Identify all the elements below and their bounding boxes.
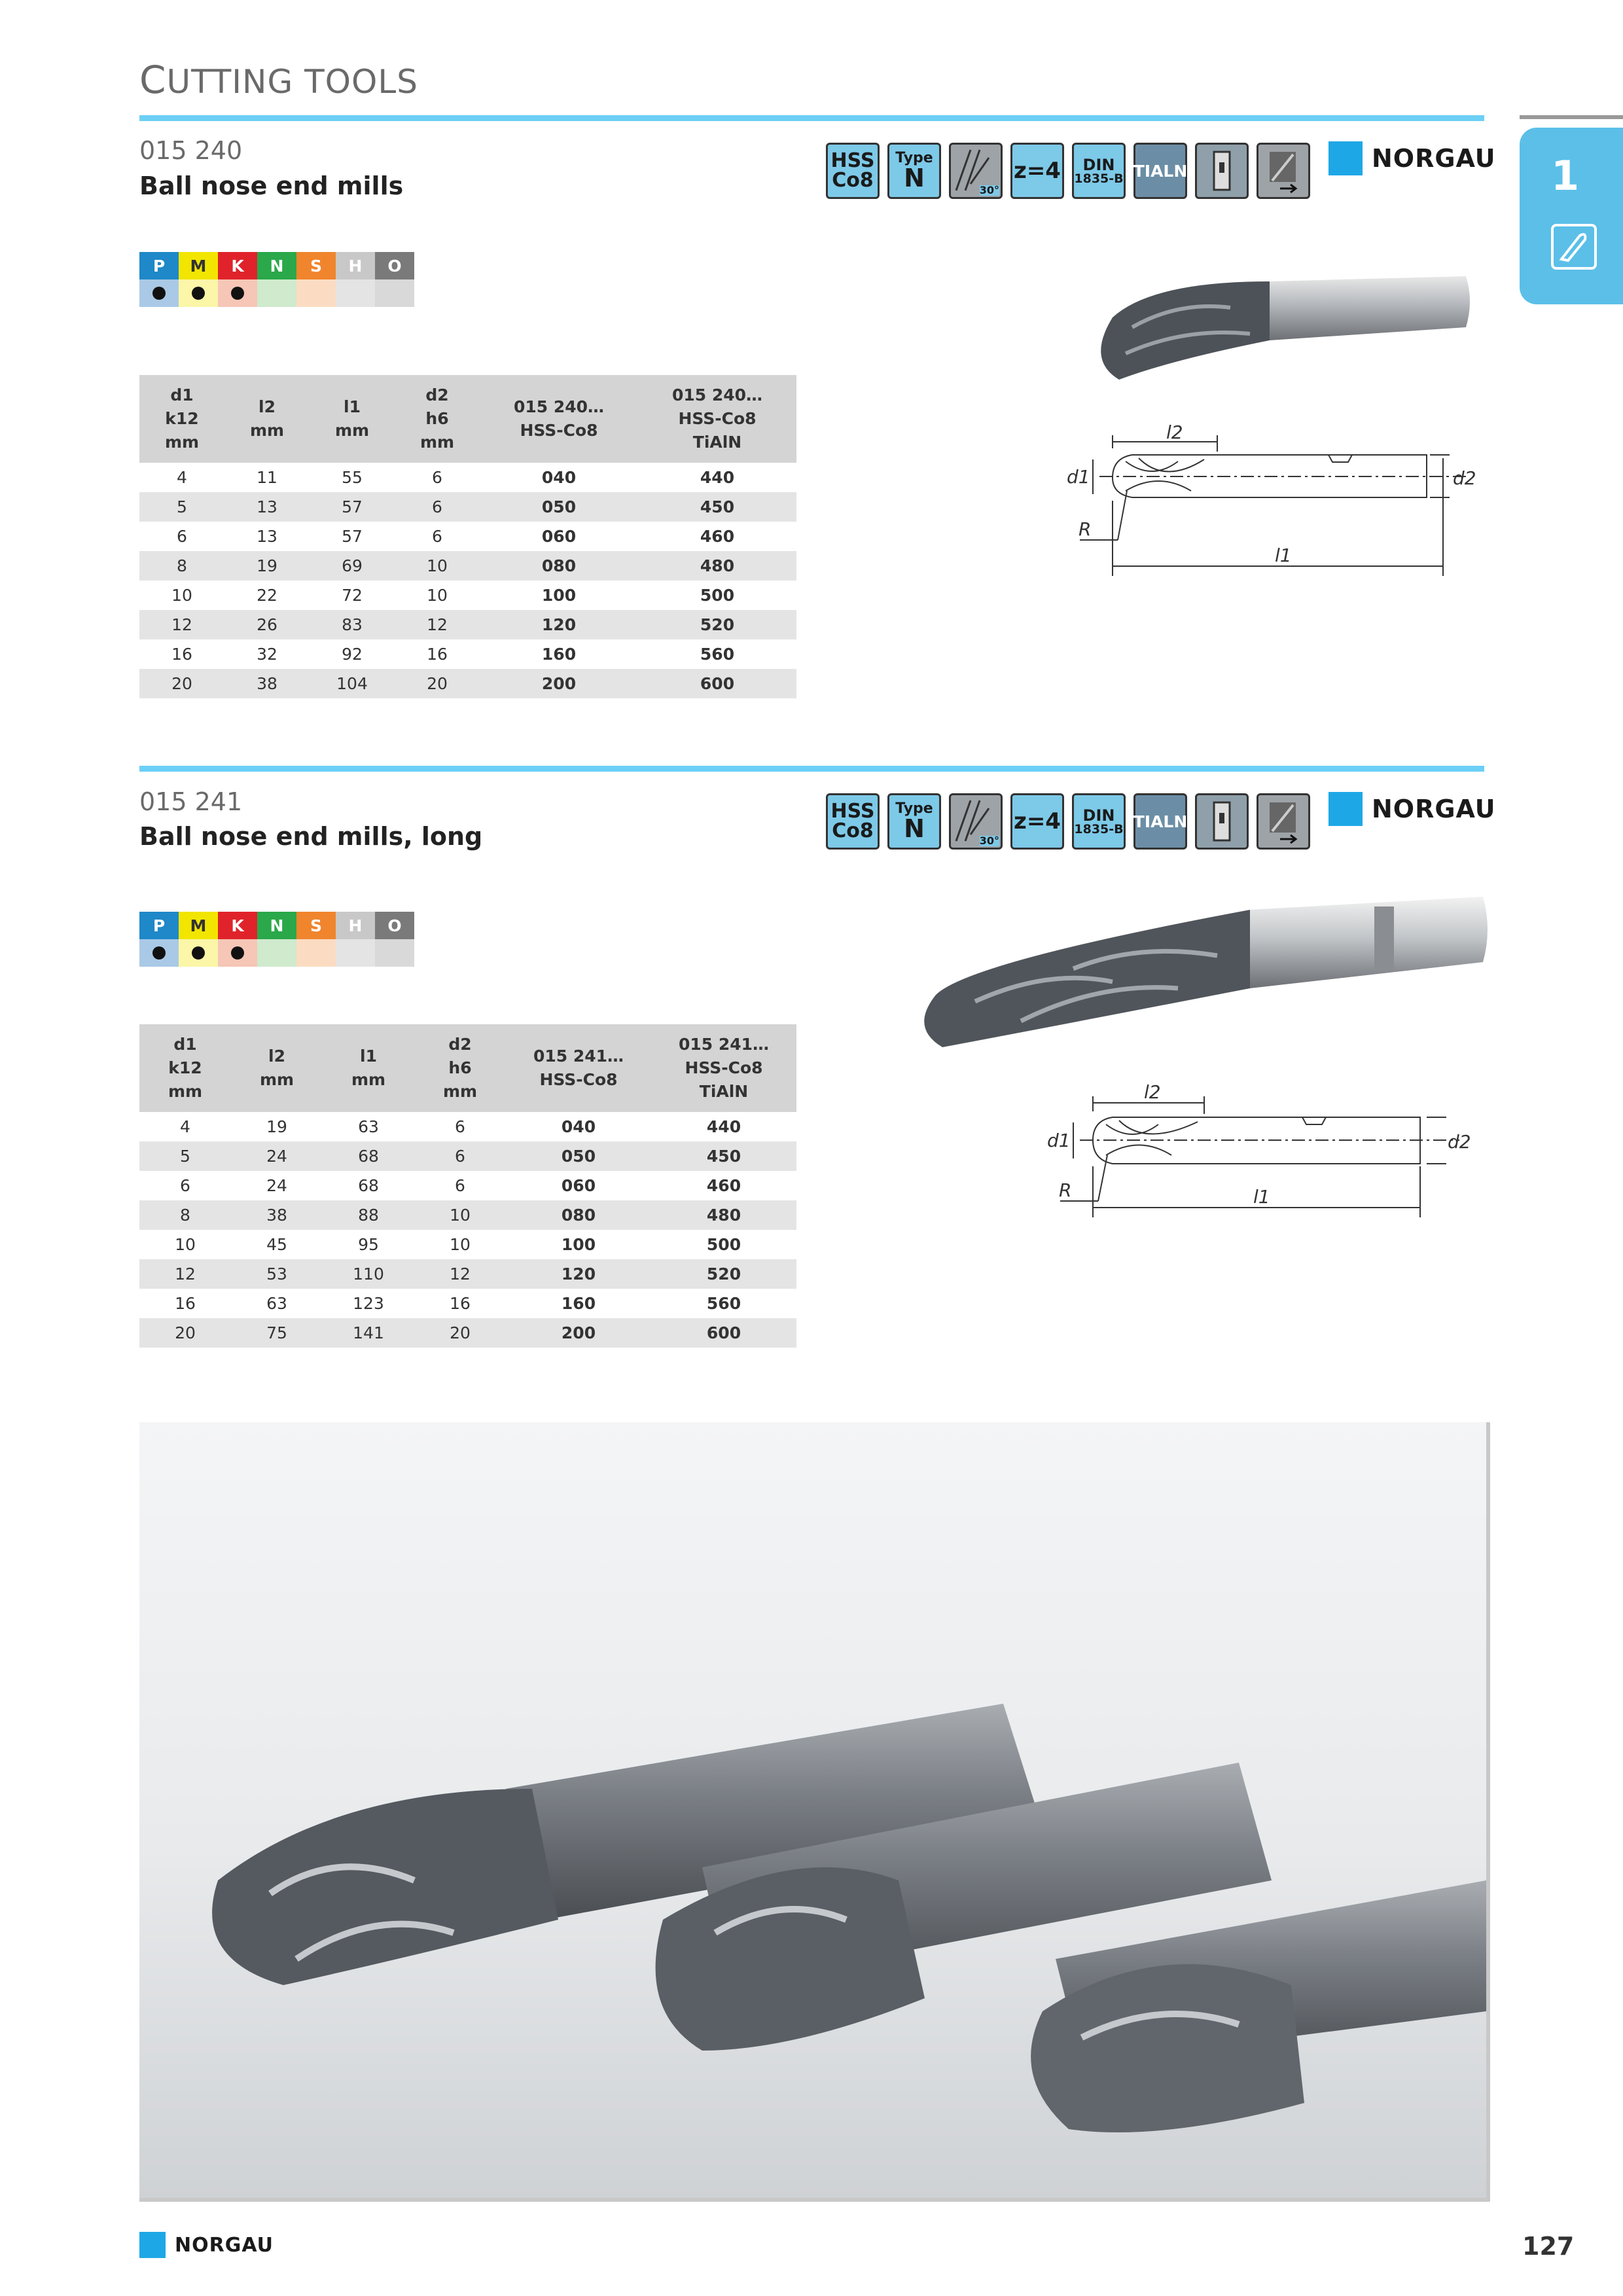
section-2-title: Ball nose end mills, long	[139, 822, 483, 851]
material-s: S	[296, 252, 336, 279]
footer-brand	[139, 2232, 274, 2258]
section-1-icons	[826, 143, 1310, 199]
section-1-diagram	[1060, 419, 1505, 583]
header-hss-co8: 015 240… HSS-Co8	[480, 375, 638, 463]
flutes-z4-icon: z=4	[1010, 793, 1064, 850]
diagram-d2-label: d2	[1453, 467, 1476, 489]
section-1-brand	[1329, 141, 1496, 175]
diagram-l1-label: l1	[1275, 545, 1292, 566]
material-k-dot	[218, 939, 257, 967]
hss-co8-icon: HSS Co8	[826, 793, 880, 850]
norgau-logo-square	[1329, 792, 1363, 826]
table-row: 8 38 88 10 080 480	[139, 1200, 796, 1230]
material-p-dot	[139, 279, 179, 307]
material-p-dot	[139, 939, 179, 967]
norgau-logo-text: NORGAU	[175, 2233, 274, 2257]
shank-icon	[1195, 143, 1249, 199]
table-row: 20 38 104 20 200 600	[139, 669, 796, 698]
diagram-l1-label: l1	[1253, 1186, 1270, 1208]
side-tab-number: 1	[1551, 152, 1580, 200]
side-tab-top-line	[1520, 115, 1623, 119]
material-s: S	[296, 912, 336, 939]
section-1-title: Ball nose end mills	[139, 171, 404, 200]
type-n-icon: Type N	[887, 143, 941, 199]
section-1-product-image	[1073, 262, 1479, 393]
norgau-logo-square	[139, 2232, 166, 2258]
material-m-dot	[179, 939, 218, 967]
section-1-code: 015 240	[139, 136, 243, 165]
cutting-direction-icon	[1257, 793, 1310, 850]
norgau-logo-text: NORGAU	[1372, 795, 1496, 823]
helix-30-icon: 30°	[949, 793, 1003, 850]
material-k: K	[218, 912, 257, 939]
tialn-icon: TIALN	[1133, 793, 1187, 850]
type-n-icon: Type N	[887, 793, 941, 850]
material-s-cell	[296, 279, 336, 307]
material-n: N	[257, 912, 296, 939]
section-2-table	[139, 1024, 796, 1348]
table-row: 5 13 57 6 050 450	[139, 492, 796, 522]
table-row: 8 19 69 10 080 480	[139, 551, 796, 581]
table-row: 5 24 68 6 050 450	[139, 1141, 796, 1171]
section-2-diagram	[1041, 1067, 1499, 1230]
table-row: 16 63 123 16 160 560	[175, 1294, 741, 1313]
diagram-d1-label: d1	[1047, 1130, 1071, 1151]
material-s-cell	[296, 939, 336, 967]
material-k-dot	[218, 279, 257, 307]
material-p: P	[139, 912, 179, 939]
section-2-product-image	[916, 890, 1492, 1060]
table-row: 12 53 110 12 120 520	[139, 1259, 796, 1289]
diagram-r-label: R	[1059, 1179, 1072, 1201]
helix-30-icon: 30°	[949, 143, 1003, 199]
table-row: 16 32 92 16 160 560	[171, 645, 735, 664]
section-1-material-grid	[139, 252, 414, 307]
material-h-cell	[336, 939, 375, 967]
material-n: N	[257, 252, 296, 279]
material-o-cell	[375, 279, 414, 307]
material-n-cell	[257, 939, 296, 967]
table-row: 20 75 141 20 200 600	[139, 1318, 796, 1348]
header-l1: l1 mm	[323, 1024, 414, 1112]
hss-co8-icon: HSS Co8	[826, 143, 880, 199]
header-d1: d1 k12 mm	[139, 1024, 231, 1112]
section-2-code: 015 241	[139, 787, 243, 816]
norgau-logo-square	[1329, 141, 1363, 175]
section-2-rule	[139, 766, 1484, 772]
section-2-brand	[1329, 792, 1496, 826]
tialn-icon: TIALN	[1133, 143, 1187, 199]
header-l2: l2 mm	[231, 1024, 323, 1112]
diagram-l2-label: l2	[1144, 1081, 1161, 1103]
table-row: 4 19 63 6 040 440	[180, 1117, 741, 1136]
material-o: O	[375, 912, 414, 939]
section-2-icons	[826, 793, 1310, 850]
din-icon: DIN 1835-B	[1072, 143, 1126, 199]
table-row: 12 26 83 12 120 520	[139, 610, 796, 639]
header-d2: d2 h6 mm	[395, 375, 480, 463]
material-o-cell	[375, 939, 414, 967]
material-m-dot	[179, 279, 218, 307]
diagram-d1-label: d1	[1067, 466, 1090, 488]
page-number: 127	[1522, 2232, 1575, 2261]
material-p: P	[139, 252, 179, 279]
header-d1: d1 k12 mm	[139, 375, 224, 463]
header-hss-co8: 015 241… HSS-Co8	[506, 1024, 651, 1112]
header-rule	[139, 115, 1484, 121]
material-k: K	[218, 252, 257, 279]
header-hss-co8-tialn: 015 240… HSS-Co8 TiAlN	[638, 375, 796, 463]
table-row: 10 22 72 10 100 500	[171, 586, 735, 605]
flutes-z4-icon: z=4	[1010, 143, 1064, 199]
table-row: 6 13 57 6 060 460	[177, 527, 735, 546]
diagram-r-label: R	[1079, 518, 1092, 540]
diagram-d2-label: d2	[1448, 1131, 1471, 1153]
section-1-table	[139, 375, 796, 698]
product-photo	[139, 1422, 1490, 2202]
material-o: O	[375, 252, 414, 279]
material-h-cell	[336, 279, 375, 307]
end-mill-icon	[1551, 224, 1597, 270]
norgau-logo-text: NORGAU	[1372, 144, 1496, 173]
din-icon: DIN 1835-B	[1072, 793, 1126, 850]
section-2-material-grid	[139, 912, 414, 967]
diagram-l2-label: l2	[1166, 422, 1183, 443]
header-hss-co8-tialn: 015 241… HSS-Co8 TiAlN	[651, 1024, 796, 1112]
table-row: 4 11 55 6 040 440	[177, 468, 735, 487]
header-d2: d2 h6 mm	[414, 1024, 506, 1112]
material-n-cell	[257, 279, 296, 307]
material-h: H	[336, 252, 375, 279]
material-h: H	[336, 912, 375, 939]
header-l1: l1 mm	[310, 375, 395, 463]
page-title: CUTTING TOOLS	[139, 58, 418, 102]
shank-icon	[1195, 793, 1249, 850]
material-m: M	[179, 252, 218, 279]
table-row: 10 45 95 10 100 500	[175, 1235, 741, 1254]
header-l2: l2 mm	[224, 375, 310, 463]
table-row: 6 24 68 6 060 460	[180, 1176, 741, 1195]
cutting-direction-icon	[1257, 143, 1310, 199]
material-m: M	[179, 912, 218, 939]
